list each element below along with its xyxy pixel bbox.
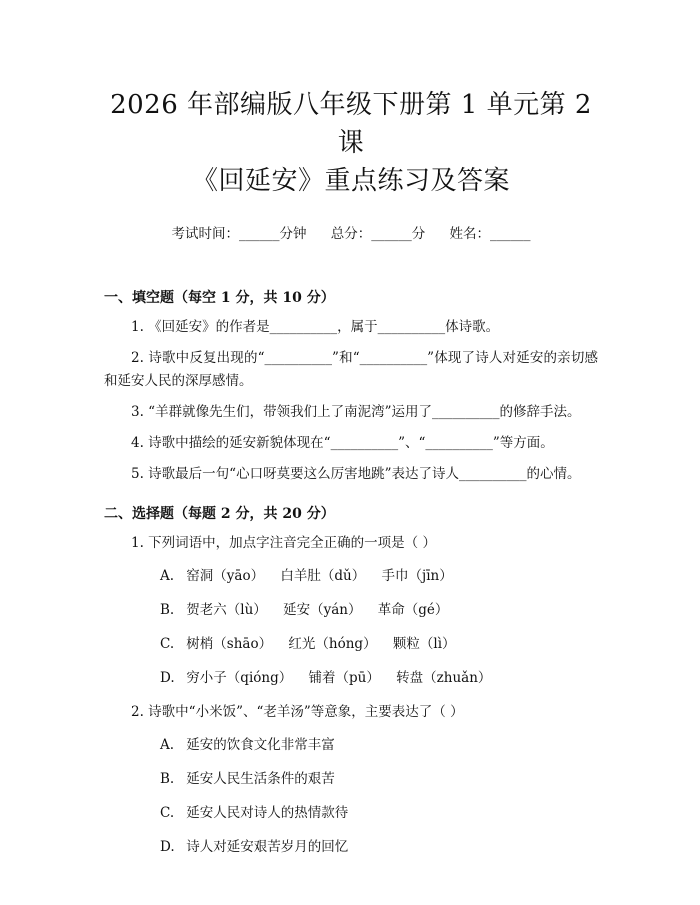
option-word: 手巾（jīn） [381,568,453,584]
choice-question-2: 2. 诗歌中“小米饭”、“老羊汤”等意象，主要表达了（ ） [131,704,464,720]
choice-2-option-d [160,836,598,859]
option-word: 穷小子（qióng） [186,670,293,686]
fill-question-5: 5. 诗歌最后一句“心口呀莫要这么厉害地跳”表达了诗人__________的心情。 [131,466,581,482]
choice-2-option-a [160,734,598,757]
fill-question-3: 3. “羊群就像先生们，带领我们上了南泥湾”运用了__________的修辞手法。 [131,404,581,420]
student-name-field: 姓名：______ [449,226,531,242]
option-word: 延安（yán） [283,602,362,618]
option-text: 诗人对延安艰苦岁月的回忆 [186,839,349,855]
option-word: 铺着（pū） [308,670,380,686]
fill-question-4: 4. 诗歌中描绘的延安新貌体现在“__________”、“__________”等方面。 [131,435,554,451]
option-word: 树梢（shāo） [186,636,273,652]
title-line-2: 《回延安》重点练习及答案 [191,166,510,196]
exam-meta [104,224,598,244]
option-letter: A. [160,737,175,753]
page-title [104,86,598,200]
section-fill-in-blank [104,288,598,486]
option-letter: D. [160,670,175,686]
option-letter: D. [160,839,175,855]
option-word: 窑洞（yāo） [186,568,265,584]
choice-1-option-d [160,667,598,690]
fill-question-1: 1. 《回延安》的作者是__________，属于__________体诗歌。 [131,319,500,335]
option-letter: A. [160,568,175,584]
title-line-1: 2026 年部编版八年级下册第 1 单元第 2 课 [110,90,592,158]
section-heading: 一、填空题（每空 1 分，共 10 分） [104,290,335,306]
fill-question-2: 2. 诗歌中反复出现的“__________”和“__________”体现了诗人对延安的亲切感和延安人民的深厚感情。 [104,350,598,389]
choice-question-1: 1. 下列词语中，加点字注音完全正确的一项是（ ） [131,535,436,551]
choice-1-option-b [160,599,598,622]
option-letter: B. [160,771,175,787]
total-score-field: 总分：______分 [330,226,426,242]
option-word: 贺老六（lù） [186,602,267,618]
option-text: 延安人民生活条件的艰苦 [186,771,335,787]
choice-1-option-a [160,565,598,588]
option-word: 转盘（zhuǎn） [396,670,492,686]
option-letter: C. [160,636,175,652]
choice-1-option-c [160,633,598,656]
option-word: 白羊肚（dǔ） [280,568,366,584]
option-text: 延安人民对诗人的热情款待 [186,805,349,821]
exam-time-field: 考试时间：______分钟 [171,226,307,242]
section-multiple-choice [104,504,598,859]
option-text: 延安的饮食文化非常丰富 [186,737,335,753]
option-letter: C. [160,805,175,821]
option-word: 红光（hóng） [288,636,377,652]
choice-2-option-c [160,802,598,825]
option-word: 颗粒（lì） [392,636,456,652]
section-heading: 二、选择题（每题 2 分，共 20 分） [104,506,335,522]
option-word: 革命（gé） [377,602,449,618]
option-letter: B. [160,602,175,618]
choice-2-option-b [160,768,598,791]
